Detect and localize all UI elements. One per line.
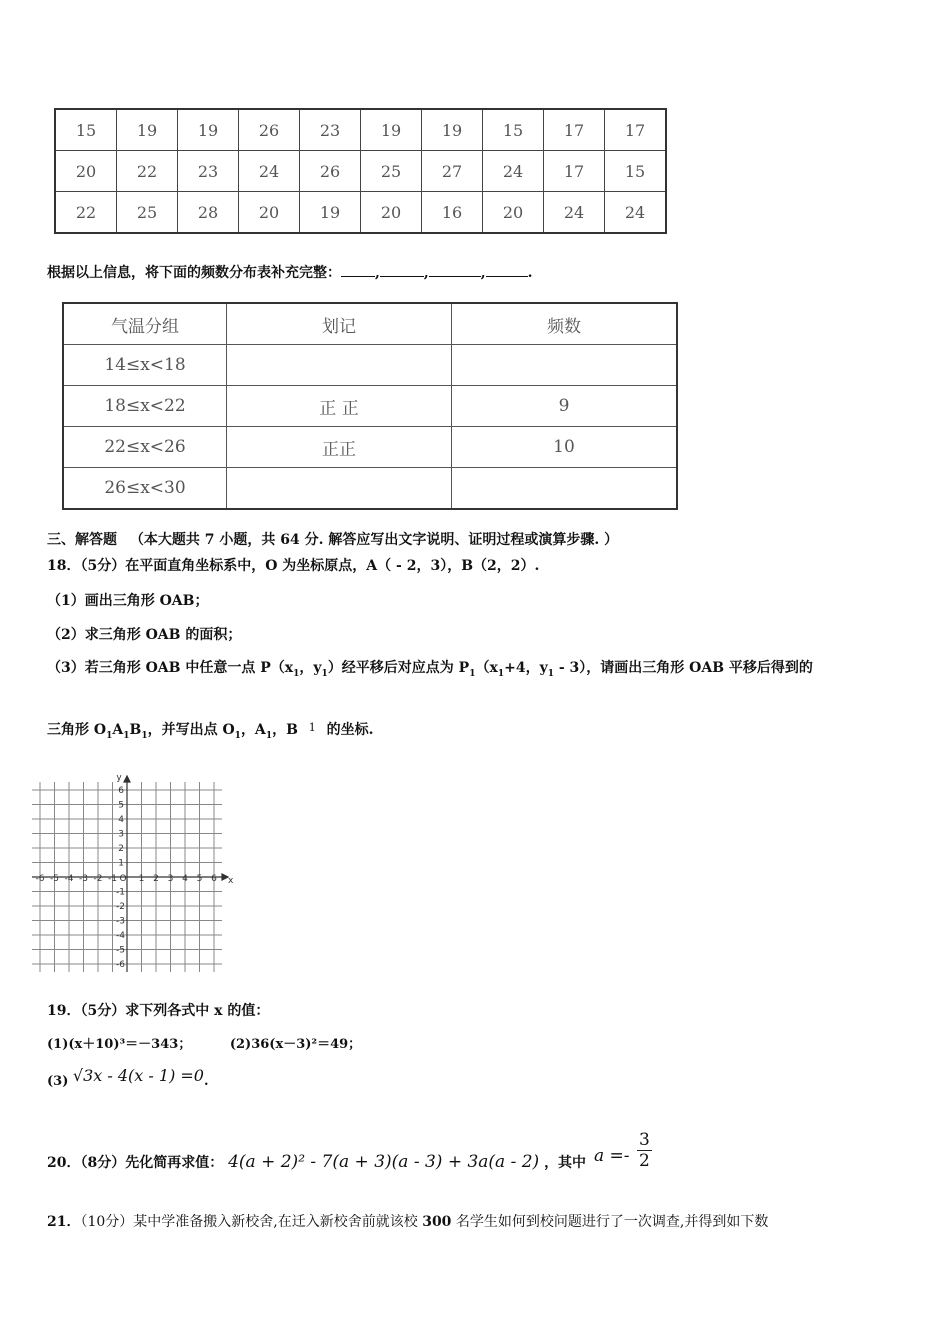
fill-instruction (47, 262, 533, 282)
temperature-cell: 19 (422, 109, 483, 151)
temperature-data-table (54, 108, 667, 234)
q20-stem (47, 1152, 586, 1172)
tally-cell: 正 正 (227, 386, 452, 427)
temperature-cell: 19 (178, 109, 239, 151)
temperature-cell: 19 (300, 192, 361, 234)
q18-part3 (47, 657, 813, 679)
subscript: 1 (293, 668, 300, 679)
text: A (112, 722, 124, 738)
subscript: 1 (469, 668, 476, 679)
q19-eq3 (47, 1066, 209, 1089)
q19-eq2: (2)36(x－3)²＝49； (229, 1037, 362, 1052)
y-tick-label: -1 (116, 887, 125, 898)
q19-equations (47, 1033, 361, 1052)
blank-separator: , (375, 265, 380, 281)
q18-part3-cont (47, 719, 374, 741)
q18-part1: （1）画出三角形 OAB； (47, 593, 209, 609)
subscript: 1 (265, 730, 273, 741)
frequency-row (63, 386, 677, 427)
y-tick-label: -3 (116, 916, 125, 927)
x-tick-label: -3 (79, 874, 88, 884)
x-tick-label: -5 (50, 874, 59, 884)
a-equals: a =- (594, 1146, 630, 1166)
temperature-cell: 20 (483, 192, 544, 234)
x-tick-label: O (119, 874, 127, 884)
x-tick-label: 4 (182, 874, 188, 884)
subscript: 1 (106, 730, 113, 741)
tally-cell[interactable] (227, 468, 452, 510)
count-cell[interactable] (452, 468, 678, 510)
count-cell[interactable] (452, 345, 678, 386)
y-tick-label: 3 (118, 829, 124, 840)
group-cell: 14≤x<18 (63, 345, 227, 386)
y-tick-label: -4 (116, 931, 125, 941)
blank-separator: , (480, 265, 486, 281)
temperature-row (55, 151, 666, 192)
x-tick-label: 6 (211, 874, 217, 884)
temperature-cell: 26 (239, 109, 300, 151)
text: ，y (299, 660, 322, 676)
x-tick-label: -2 (93, 874, 103, 884)
y-tick-label: 4 (118, 815, 124, 825)
frequency-row (63, 427, 677, 468)
frequency-table-header (63, 303, 677, 345)
temperature-cell: 24 (483, 151, 544, 192)
text: （x (475, 660, 498, 676)
question-number: 21． (47, 1214, 81, 1230)
subscript: 1 (123, 730, 130, 741)
section-note: （本大题共 7 小题，共 64 分. 解答应写出文字说明、证明过程或演算步骤. ） (129, 532, 619, 548)
frequency-row (63, 468, 677, 510)
blank-4[interactable] (486, 264, 528, 277)
text: ，并写出点 O (147, 722, 235, 738)
student-count: 300 (422, 1214, 452, 1230)
tally-cell[interactable] (227, 345, 452, 386)
text: （10分）某中学准备搬入新校舍,在迁入新校舍前就该校 (80, 1214, 423, 1230)
temperature-cell: 23 (300, 109, 361, 151)
temperature-cell: 22 (55, 192, 117, 234)
text: （3）若三角形 OAB 中任意一点 P（x (47, 660, 294, 676)
y-tick-label: 1 (118, 858, 124, 869)
text: +4，y (504, 660, 548, 676)
temperature-cell: 28 (178, 192, 239, 234)
y-tick-label: 2 (118, 844, 124, 854)
blank-1[interactable] (341, 264, 375, 277)
subscript: 1 (547, 668, 554, 679)
y-tick-label: 6 (118, 786, 124, 796)
x-tick-label: 2 (153, 874, 159, 884)
temperature-cell: 17 (544, 151, 605, 192)
x-tick-label: 5 (196, 874, 203, 884)
header-group: 气温分组 (63, 303, 227, 345)
text: ，B (272, 722, 303, 738)
y-axis-label: y (116, 773, 122, 783)
floating-subscript: 1 (308, 721, 316, 734)
temperature-cell: 22 (117, 151, 178, 192)
text: ，A (240, 722, 266, 738)
temperature-cell: 20 (239, 192, 300, 234)
fraction (637, 1130, 652, 1171)
q19-eq1: (1)(x＋10)³＝－343； (47, 1037, 192, 1052)
temperature-row (55, 192, 666, 234)
y-tick-label: 5 (118, 800, 124, 811)
text: ）经平移后对应点为 P (327, 660, 470, 676)
subscript: 1 (321, 668, 328, 679)
x-tick-label: 1 (138, 874, 145, 884)
temperature-cell: 24 (239, 151, 300, 192)
temperature-cell: 19 (117, 109, 178, 151)
temperature-cell: 17 (544, 109, 605, 151)
blank-2[interactable] (380, 264, 424, 277)
tally-cell: 正正 (227, 427, 452, 468)
numerator: 3 (638, 1130, 650, 1150)
count-cell: 9 (452, 386, 678, 427)
temperature-cell: 27 (422, 151, 483, 192)
fill-instruction-text: 根据以上信息，将下面的频数分布表补充完整： (47, 265, 341, 281)
subscript: 1 (497, 668, 505, 679)
temperature-cell: 15 (55, 109, 117, 151)
temperature-row (55, 109, 666, 151)
period: . (203, 1074, 209, 1089)
temperature-cell: 17 (605, 109, 667, 151)
temperature-cell: 16 (422, 192, 483, 234)
x-tick-label: 3 (167, 874, 174, 884)
header-tally: 划记 (227, 303, 452, 345)
text: ，其中 (544, 1155, 587, 1171)
header-count: 频数 (452, 303, 678, 345)
temperature-cell: 15 (605, 151, 667, 192)
temperature-cell: 15 (483, 109, 544, 151)
denominator: 2 (638, 1151, 650, 1171)
text: 20．（8分）先化简再求值： (47, 1155, 224, 1171)
text: B (129, 722, 142, 738)
q21-stem (47, 1211, 768, 1231)
temperature-cell: 20 (55, 151, 117, 192)
q18-stem: 18．（5分）在平面直角坐标系中，O 为坐标原点，A（ - 2，3），B（2，2）. (47, 558, 540, 574)
section-3-heading (47, 529, 618, 549)
temperature-cell: 26 (300, 151, 361, 192)
count-cell: 10 (452, 427, 678, 468)
q20-expression: 4(a + 2)² - 7(a + 3)(a - 3) + 3a(a - 2) (228, 1152, 540, 1172)
blank-separator: , (423, 265, 429, 281)
temperature-cell: 23 (178, 151, 239, 192)
temperature-cell: 24 (544, 192, 605, 234)
group-cell: 26≤x<30 (63, 468, 227, 510)
q19-eq3-math: √3x - 4(x - 1) =0 (72, 1066, 204, 1085)
temperature-cell: 19 (361, 109, 422, 151)
temperature-cell: 24 (605, 192, 667, 234)
coordinate-grid[interactable] (35, 760, 245, 972)
q20-a-value (594, 1130, 652, 1171)
group-cell: 18≤x<22 (63, 386, 227, 427)
x-tick-label: -1 (108, 874, 117, 884)
q18-part2: （2）求三角形 OAB 的面积； (47, 627, 242, 643)
fill-end: . (527, 265, 533, 281)
temperature-cell: 25 (117, 192, 178, 234)
text: 名学生如何到校问题进行了一次调查,并得到如下数 (451, 1214, 769, 1230)
q19-stem: 19．（5分）求下列各式中 x 的值： (47, 1003, 270, 1019)
section-title: 三、解答题 (47, 532, 117, 548)
frequency-row (63, 345, 677, 386)
x-tick-label: -4 (64, 874, 74, 884)
text: 的坐标. (321, 722, 374, 738)
y-tick-label: -2 (116, 902, 125, 912)
x-axis-label: x (228, 876, 234, 886)
y-tick-label: -5 (116, 945, 125, 956)
blank-3[interactable] (429, 264, 481, 277)
label: (3) (47, 1074, 69, 1089)
temperature-cell: 25 (361, 151, 422, 192)
group-cell: 22≤x<26 (63, 427, 227, 468)
subscript: 1 (141, 730, 148, 741)
y-tick-label: -6 (116, 960, 125, 970)
temperature-cell: 20 (361, 192, 422, 234)
y-axis-arrow-icon (124, 776, 130, 782)
subscript: 1 (234, 730, 241, 741)
text: 三角形 O (47, 722, 107, 738)
text: - 3），请画出三角形 OAB 平移后得到的 (553, 660, 813, 676)
frequency-table (62, 302, 678, 510)
x-tick-label: -6 (35, 874, 45, 884)
